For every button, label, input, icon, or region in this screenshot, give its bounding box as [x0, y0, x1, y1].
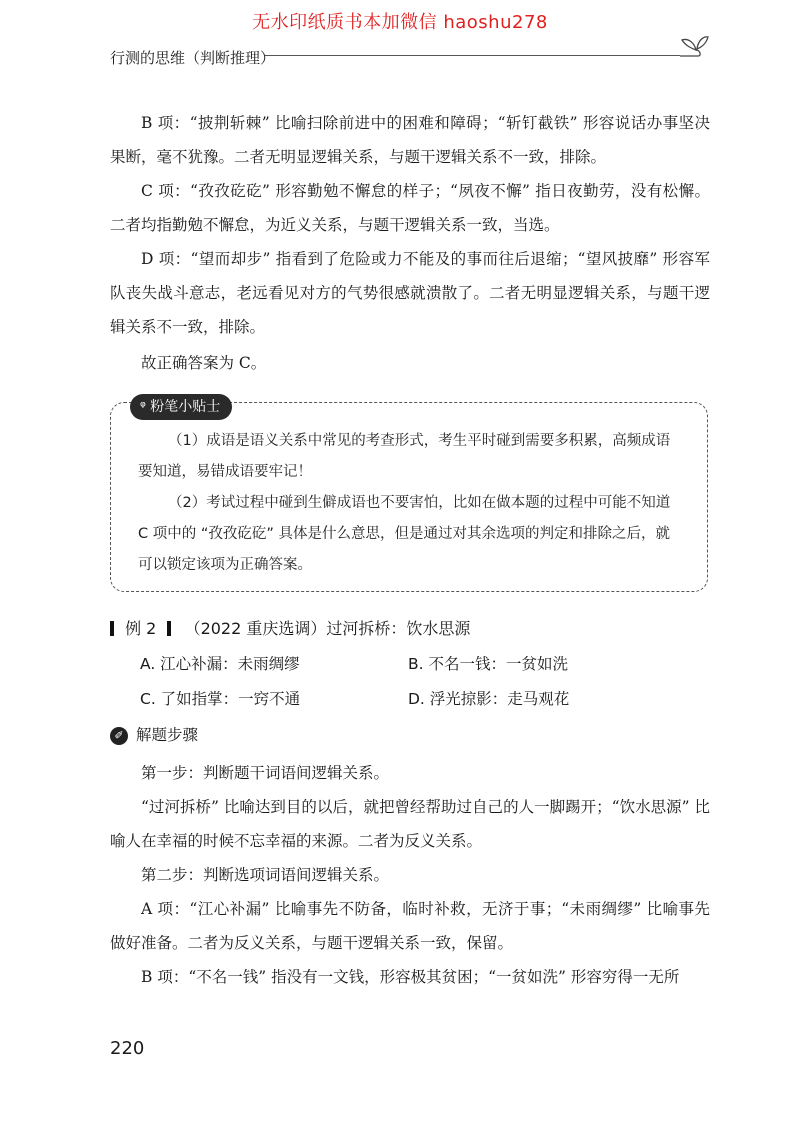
option-c: C. 了如指掌：一窍不通 — [140, 690, 301, 708]
key-icon: ✐ — [110, 727, 128, 745]
page-header-title: 行测的思维（判断推理） — [110, 49, 276, 67]
page-number: 220 — [110, 1038, 145, 1059]
paragraph-option-d: D 项：“望而却步” 指看到了危险或力不能及的事而往后退缩；“望风披靡” 形容军队丧失战斗意志，老远看见对方的气势很感就溃散了。二者无明显逻辑关系，与题干逻辑关系不一致，排除。 — [110, 250, 710, 336]
example-label: 例 2 — [125, 619, 157, 638]
example-left-bar — [110, 621, 114, 636]
example-title — [110, 616, 470, 639]
solution-steps-heading — [110, 723, 198, 745]
example-right-bar — [167, 621, 171, 636]
sprout-icon — [676, 30, 710, 60]
step-two: 第二步：判断选项词语间逻辑关系。 — [141, 866, 390, 884]
tip-badge-label: 粉笔小贴士 — [150, 399, 221, 415]
paragraph-option-b: B 项：“披荆斩棘” 比喻扫除前进中的困难和障碍；“斩钉截铁” 形容说话办事坚决果断，毫不犹豫。二者无明显逻辑关系，与题干逻辑关系不一致，排除。 — [110, 114, 710, 166]
tip-item-2: （2）考试过程中碰到生僻成语也不要害怕，比如在做本题的过程中可能不知道 C 项中的 “孜孜矻矻” 具体是什么意思，但是通过对其余选项的判定和排除之后，就可以锁定该项为正确答案。 — [138, 495, 671, 573]
answer-line: 故正确答案为 C。 — [141, 354, 267, 372]
option-d: D. 浮光掠影：走马观花 — [408, 690, 570, 708]
solution-steps-label: 解题步骤 — [136, 726, 199, 744]
option-b: B. 不名一钱：一贫如洗 — [408, 655, 568, 673]
step-two-option-b: B 项：“不名一钱” 指没有一文钱，形容极其贫困；“一贫如洗” 形容穷得一无所 — [141, 968, 680, 986]
paragraph-option-c: C 项：“孜孜矻矻” 形容勤勉不懈怠的样子；“夙夜不懈” 指日夜勤劳，没有松懈。二者均指勤勉不懈怠，为近义关系，与题干逻辑关系一致，当选。 — [110, 182, 710, 234]
step-two-option-a: A 项：“江心补漏” 比喻事先不防备，临时补救，无济于事；“未雨绸缪” 比喻事先做好准备。二者为反义关系，与题干逻辑关系一致，保留。 — [110, 900, 710, 952]
header-rule — [265, 55, 680, 56]
tip-badge — [130, 394, 232, 420]
step-one-explanation: “过河拆桥” 比喻达到目的以后，就把曾经帮助过自己的人一脚踢开；“饮水思源” 比喻人在幸福的时候不忘幸福的来源。二者为反义关系。 — [110, 798, 710, 850]
watermark-text: 无水印纸质书本加微信 haoshu278 — [252, 12, 548, 33]
step-one: 第一步：判断题干词语间逻辑关系。 — [141, 764, 390, 782]
sprout-icon: ᵠ — [140, 399, 146, 415]
option-a: A. 江心补漏：未雨绸缪 — [140, 655, 300, 673]
tip-item-1: （1）成语是语义关系中常见的考查形式，考生平时碰到需要多积累，高频成语要知道，易错成语要牢记！ — [138, 433, 671, 480]
example-stem: （2022 重庆选调）过河拆桥：饮水思源 — [184, 619, 471, 638]
